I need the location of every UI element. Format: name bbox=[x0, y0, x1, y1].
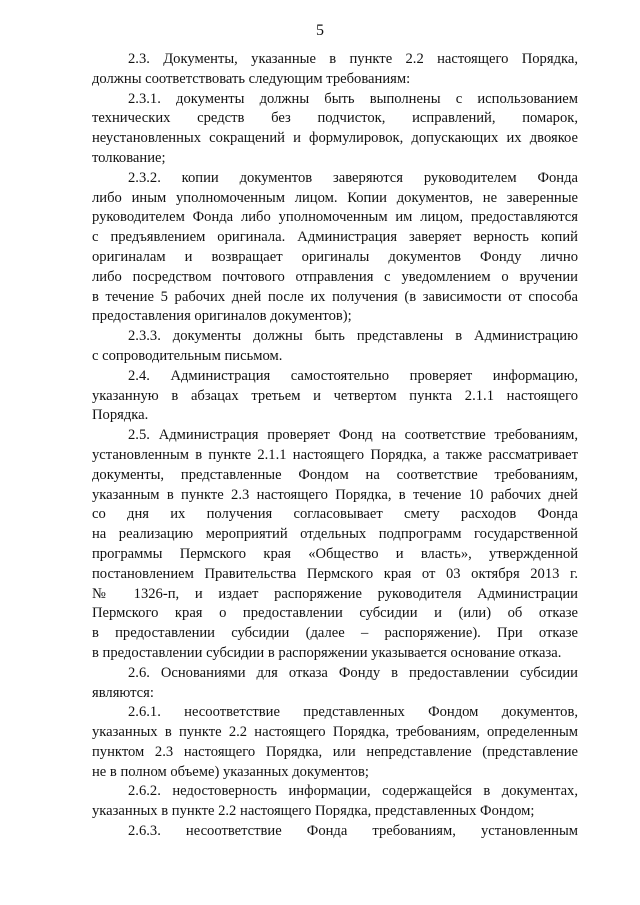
text-line: 2.3.1. документы должны быть выполнены с использованием bbox=[128, 90, 578, 107]
text-line: указанную в абзацах третьем и четвертом пункта 2.1.1 настоящего bbox=[92, 387, 578, 404]
text-line: 2.3. Документы, указанные в пункте 2.2 настоящего Порядка, bbox=[128, 51, 578, 67]
text-line: предоставления оригиналов документов); bbox=[92, 308, 352, 325]
text-line: 2.3.3. документы должны быть представлены в Администрацию bbox=[128, 328, 578, 345]
text-line: указанным в пункте 2.3 настоящего Порядка, в течение 10 рабочих дней bbox=[92, 486, 578, 503]
text-line: не в полном объеме) указанных документов; bbox=[92, 763, 369, 780]
text-line: Порядка. bbox=[92, 407, 149, 424]
text-line: с сопроводительным письмом. bbox=[92, 347, 283, 364]
text-line: № 1326-п, и издает распоряжение руководителя Администрации bbox=[92, 585, 578, 602]
document-body bbox=[92, 50, 578, 842]
text-line: 2.5. Администрация проверяет Фонд на соответствие требованиям, bbox=[128, 427, 578, 444]
text-line: 2.6.2. недостоверность информации, содержащейся в документах, bbox=[128, 783, 578, 800]
text-line: 2.6. Основаниями для отказа Фонду в предоставлении субсидии bbox=[128, 664, 578, 681]
text-line: толкование; bbox=[92, 149, 166, 166]
text-line: в предоставлении субсидии в распоряжении указывается основание отказа. bbox=[92, 644, 562, 661]
page-number: 5 bbox=[316, 22, 324, 39]
text-line: программы Пермского края «Общество и власть», утвержденной bbox=[92, 545, 578, 562]
text-line: пунктом 2.3 настоящего Порядка, или непредставление (представление bbox=[92, 743, 578, 760]
text-line: руководителем Фонда либо уполномоченным им лицом, предоставляются bbox=[92, 209, 578, 226]
text-line: являются: bbox=[92, 684, 154, 701]
text-line: либо посредством почтового отправления с уведомлением о вручении bbox=[92, 268, 578, 285]
text-line: в течение 5 рабочих дней после их получения (в зависимости от способа bbox=[92, 288, 578, 305]
text-line: должны соответствовать следующим требованиям: bbox=[92, 70, 411, 87]
text-line: указанных в пункте 2.2 настоящего Порядка, представленных Фондом; bbox=[92, 803, 535, 820]
text-line: неустановленных сокращений и формулировок, допускающих их двоякое bbox=[92, 130, 578, 147]
text-line: Пермского края о предоставлении субсидии и (или) об отказе bbox=[92, 605, 578, 622]
text-line: на реализацию мероприятий отдельных подпрограмм государственной bbox=[92, 526, 578, 543]
text-line: 2.3.2. копии документов заверяются руководителем Фонда bbox=[128, 169, 578, 186]
text-line: со дня их получения согласовывает смету расходов Фонда bbox=[92, 506, 578, 523]
text-line: 2.4. Администрация самостоятельно проверяет информацию, bbox=[128, 367, 578, 384]
text-line: документы, представленные Фондом на соответствие требованиям, bbox=[92, 466, 578, 483]
text-line: указанных в пункте 2.2 настоящего Порядка, требованиям, определенным bbox=[92, 724, 578, 741]
text-line: установленным в пункте 2.1.1 настоящего Порядка, а также рассматривает bbox=[92, 446, 578, 463]
text-line: 2.6.3. несоответствие Фонда требованиям, установленным bbox=[128, 823, 578, 840]
text-line: либо иным уполномоченным лицом. Копии документов, не заверенные bbox=[92, 189, 578, 206]
text-line: технических средств без подчисток, исправлений, помарок, bbox=[92, 110, 578, 127]
text-line: с предъявлением оригинала. Администрация заверяет верность копий bbox=[92, 229, 578, 246]
text-line: 2.6.1. несоответствие представленных Фондом документов, bbox=[128, 704, 578, 721]
text-line: оригиналам и возвращает оригиналы документов Фонду лично bbox=[92, 248, 578, 265]
text-line: постановлением Правительства Пермского края от 03 октября 2013 г. bbox=[92, 565, 578, 582]
text-line: в предоставлении субсидии (далее – распоряжение). При отказе bbox=[92, 625, 578, 642]
